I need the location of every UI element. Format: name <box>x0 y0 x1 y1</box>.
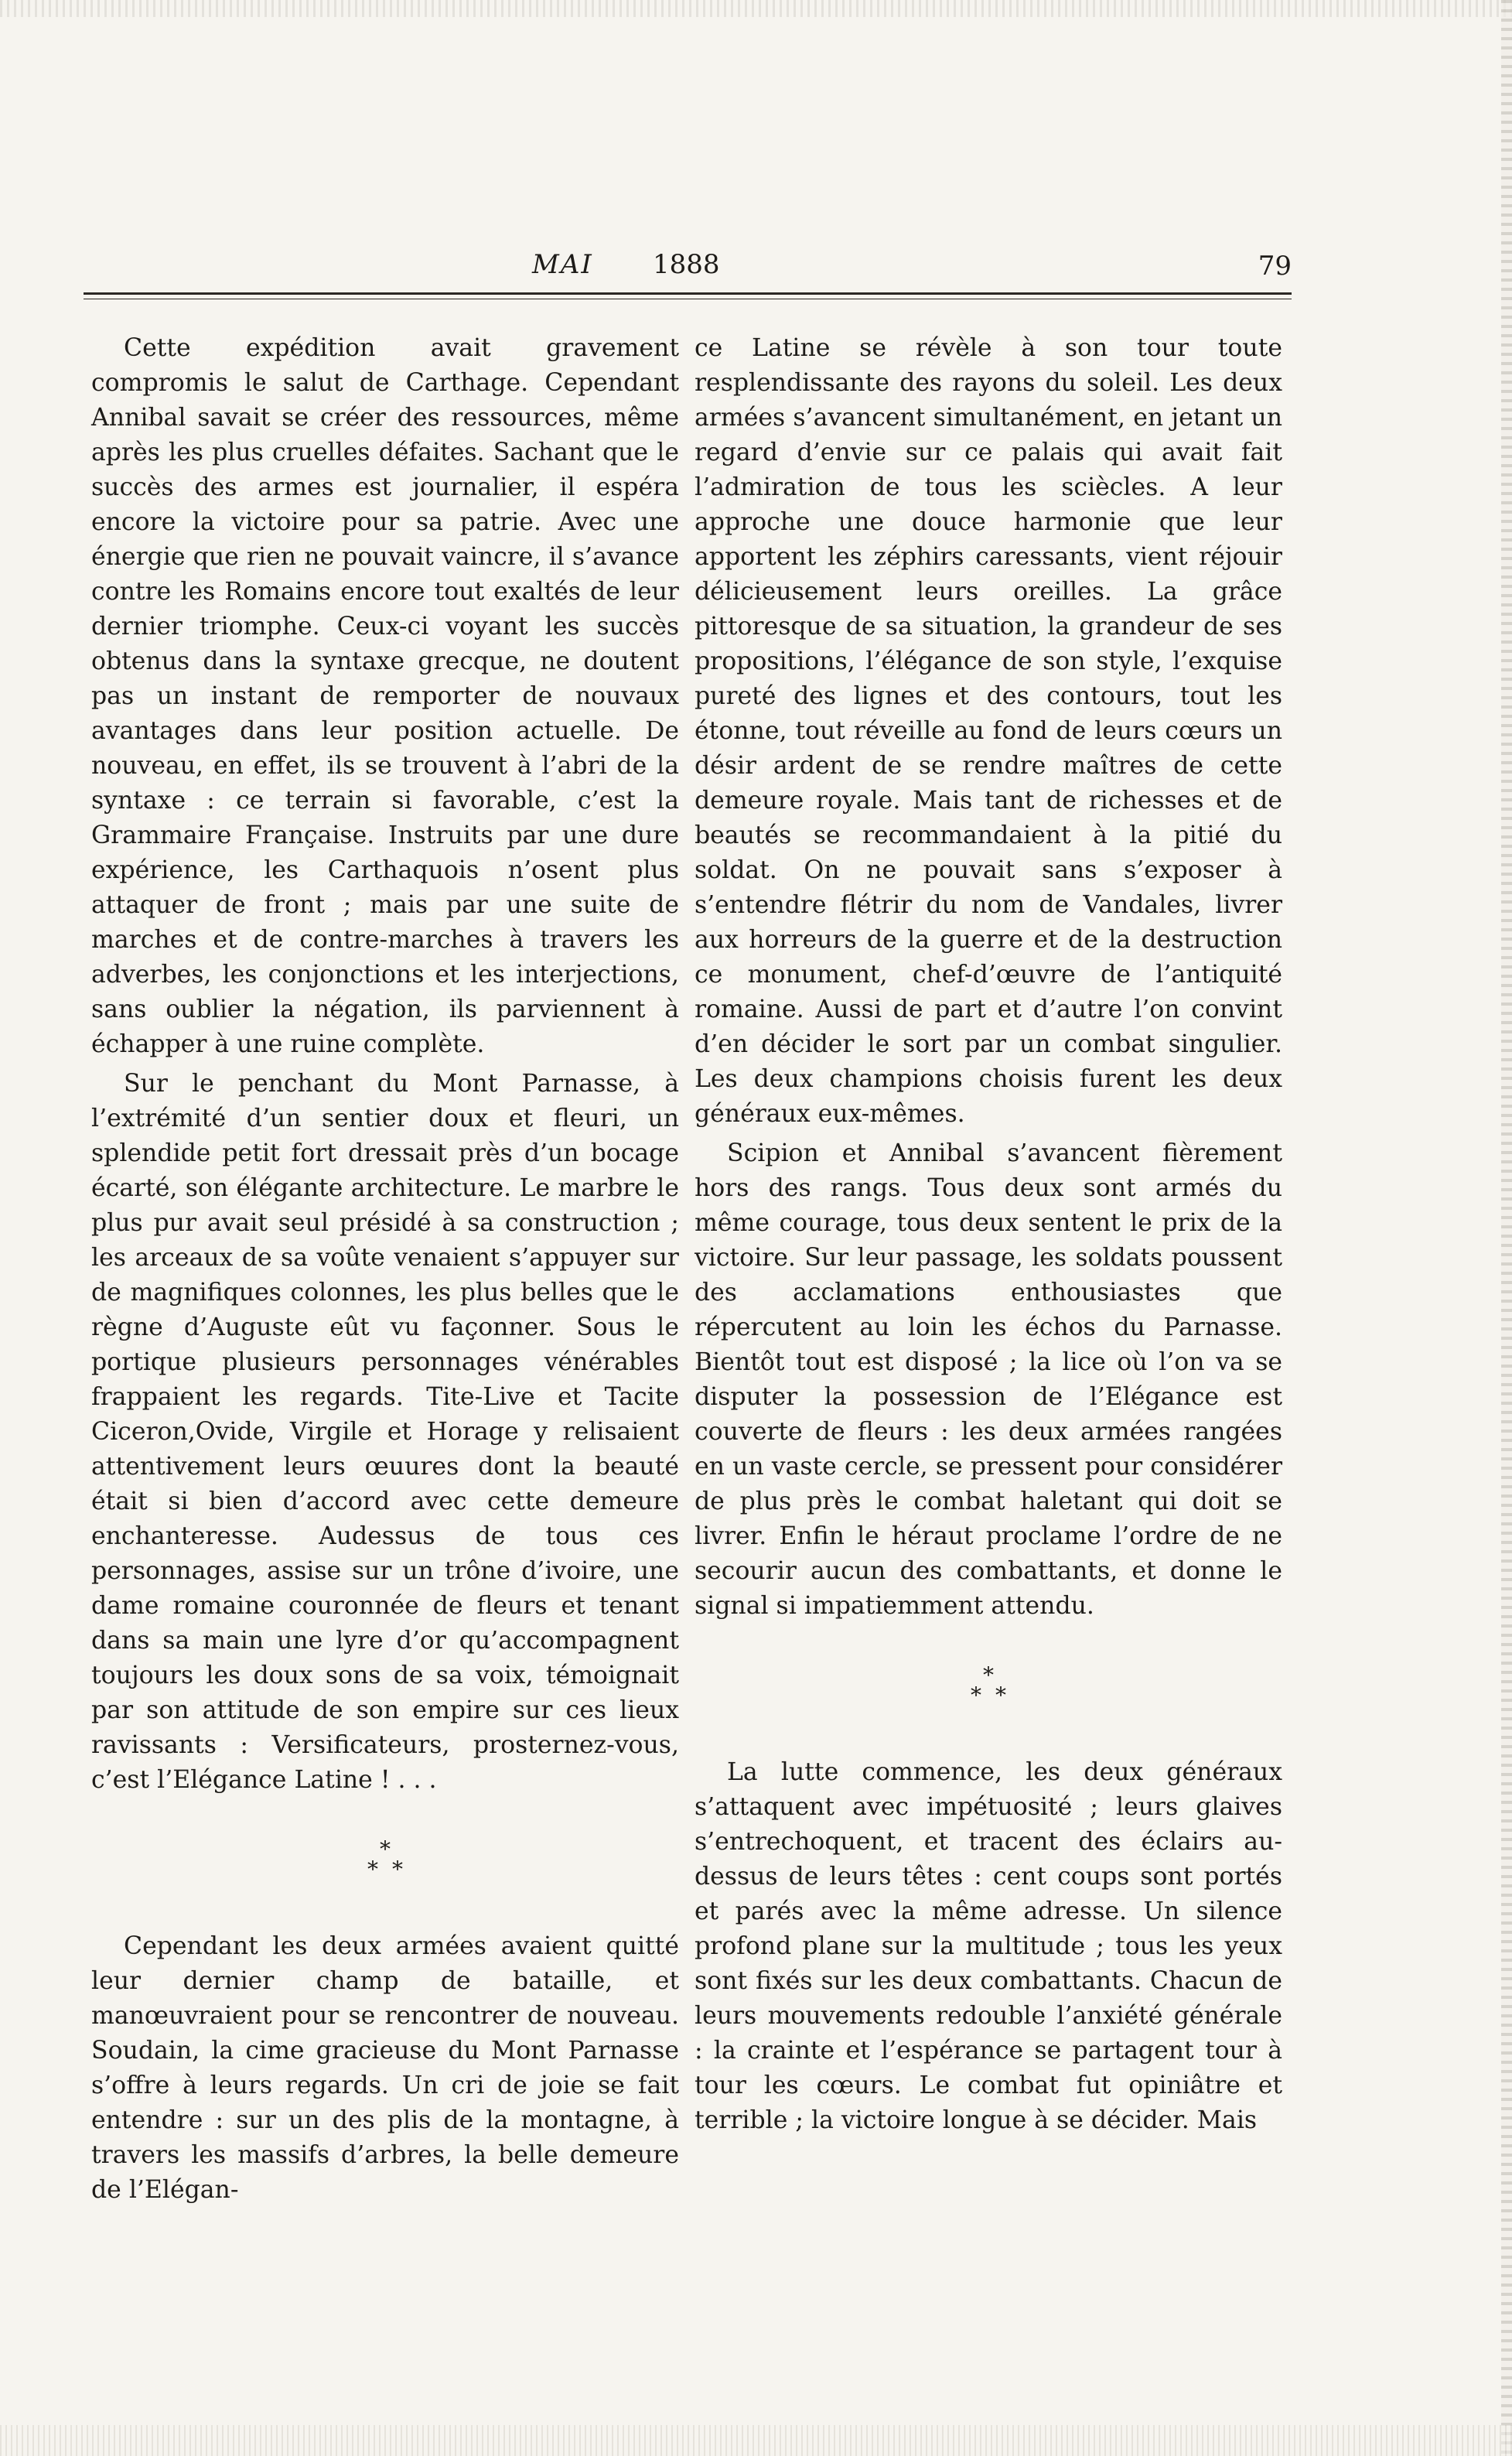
section-separator <box>695 1662 1282 1708</box>
paragraph: Cependant les deux armées avaient quitté leur dernier champ de bataille, et manœuvraient pour se rencontrer de nouveau. Soudain, la cime gracieuse du Mont Parnasse s’offre à leurs regards. Un cri de joie se fait entendre : sur un des plis de la montagne, à travers les massifs d’arbres, la belle demeure de l’Elégan- <box>91 1932 679 2204</box>
paragraph: La lutte commence, les deux généraux s’attaquent avec impétuosité ; leurs glaives s’entrechoquent, et tracent des éclairs au-dessus de leurs têtes : cent coups sont portés et parés avec la même adresse. Un silence profond plane sur la multitude ; tous les yeux sont fixés sur les deux combattants. Chacun de leurs mouvements redouble l’anxiété générale : la crainte et l’espérance se partagent tour à tour les cœurs. Le combat fut opiniâtre et terrible ; la victoire longue à se décider. Mais <box>695 1758 1282 2134</box>
left-column <box>91 331 679 2208</box>
header-month: MAI <box>532 249 593 280</box>
scan-edge-bottom <box>0 2425 1512 2456</box>
page-number: 79 <box>1258 251 1292 282</box>
header-year: 1888 <box>653 249 720 280</box>
scan-edge-right <box>1501 0 1512 2456</box>
scan-edge-top <box>0 0 1512 17</box>
paragraph: Sur le penchant du Mont Parnasse, à l’extrémité d’un sentier doux et fleuri, un splendide petit fort dressait près d’un bocage écarté, son élégante architecture. Le marbre le plus pur avait seul présidé à sa construction ; les arceaux de sa voûte venaient s’appuyer sur de magnifiques colonnes, les plus belles que le règne d’Auguste eût vu façonner. Sous le portique plusieurs personnages vénérables frappaient les regards. Tite-Live et Tacite Ciceron,Ovide, Virgile et Horage y relisaient attentivement leurs œuures dont la beauté était si bien d’accord avec cette demeure enchanteresse. Audessus de tous ces personnages, assise sur un trône d’ivoire, une dame romaine couronnée de fleurs et tenant dans sa main une lyre d’or qu’accompagnent toujours les doux sons de sa voix, témoignait par son attitude de son empire sur ces lieux ravissants : Versificateurs, prosternez-vous, c’est l’Elégance Latine ! . . . <box>91 1070 679 1794</box>
right-column <box>695 331 1282 2138</box>
paragraph: Scipion et Annibal s’avancent fièrement hors des rangs. Tous deux sont armés du même courage, tous deux sentent le prix de la victoire. Sur leur passage, les soldats poussent des acclamations enthousiastes que répercutent au loin les échos du Parnasse. Bientôt tout est disposé ; la lice où l’on va se disputer la possession de l’Elégance est couverte de fleurs : les deux armées rangées en un vaste cercle, se pressent pour considérer de plus près le combat haletant qui doit se livrer. Enfin le héraut proclame l’ordre de ne secourir aucun des combattants, et donne le signal si impatiemment attendu. <box>695 1139 1282 1620</box>
running-header <box>85 249 1292 288</box>
paragraph: ce Latine se révèle à son tour toute resplendissante des rayons du soleil. Les deux armées s’avancent simultanément, en jetant un regard d’envie sur ce palais qui avait fait l’admiration de tous les sciècles. A leur approche une douce harmonie que leur apportent les zéphirs caressants, vient réjouir délicieusement leurs oreilles. La grâce pittoresque de sa situation, la grandeur de ses propositions, l’élégance de son style, l’exquise pureté des lignes et des contours, tout les étonne, tout réveille au fond de leurs cœurs un désir ardent de se rendre maîtres de cette demeure royale. Mais tant de richesses et de beautés se recommandaient à la pitié du soldat. On ne pouvait sans s’exposer à s’entendre flétrir du nom de Vandales, livrer aux horreurs de la guerre et de la destruction ce monument, chef-d’œuvre de l’antiquité romaine. Aussi de part et d’autre l’on convint d’en décider le sort par un combat singulier. Les deux champions choisis furent les deux généraux eux-mêmes. <box>695 334 1282 1128</box>
header-rule-thick <box>84 292 1292 295</box>
asterism-top: * <box>380 1836 391 1862</box>
paragraph: Cette expédition avait gravement compromis le salut de Carthage. Cependant Annibal savait se créer des ressources, même après les plus cruelles défaites. Sachant que le succès des armes est journalier, il espéra encore la victoire pour sa patrie. Avec une énergie que rien ne pouvait vaincre, il s’avance contre les Romains encore tout exaltés de leur dernier triomphe. Ceux-ci voyant les succès obtenus dans la syntaxe grecque, ne doutent pas un instant de remporter de nouvaux avantages dans leur position actuelle. De nouveau, en effet, ils se trouvent à l’abri de la syntaxe : ce terrain si favorable, c’est la Grammaire Française. Instruits par une dure expérience, les Carthaquois n’osent plus attaquer de front ; mais par une suite de marches et de contre-marches à travers les adverbes, les conjonctions et les interjections, sans oublier la négation, ils parviennent à échapper à une ruine complète. <box>91 334 679 1058</box>
asterism-bottom: ** <box>971 1682 1020 1708</box>
section-separator <box>91 1836 679 1882</box>
asterism-bottom: ** <box>367 1857 417 1882</box>
asterism-top: * <box>983 1662 994 1688</box>
